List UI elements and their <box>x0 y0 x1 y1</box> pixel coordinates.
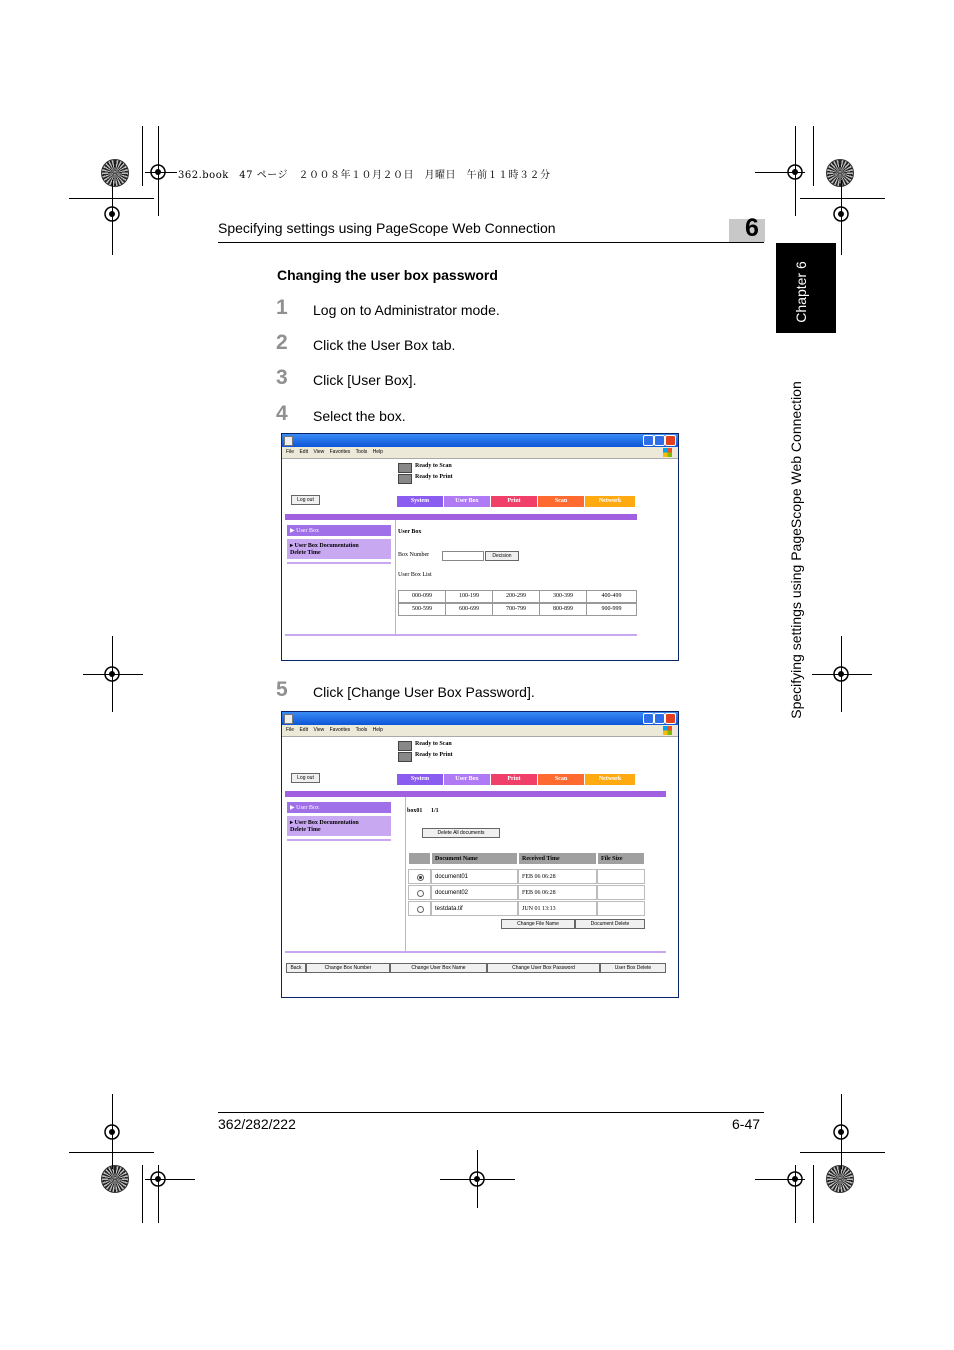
range-link[interactable]: 400-499 <box>586 590 637 603</box>
chapter-side-tab-label: Chapter 6 <box>793 261 809 323</box>
menu-view[interactable]: View <box>313 727 325 733</box>
crosshair-icon <box>830 203 852 225</box>
menu-help[interactable]: Help <box>372 449 383 455</box>
running-head: Specifying settings using PageScope Web Connection <box>218 220 556 236</box>
footer-divider <box>285 951 666 953</box>
logout-button[interactable]: Log out <box>291 773 320 783</box>
maximize-icon[interactable] <box>654 713 665 724</box>
logout-button[interactable]: Log out <box>291 495 320 505</box>
range-link[interactable]: 000-099 <box>398 590 446 603</box>
change-box-number-button[interactable]: Change Box Number <box>306 963 390 973</box>
box-number-label: Box Number <box>398 552 430 558</box>
menu-edit[interactable]: Edit <box>299 727 309 733</box>
status-print: Ready to Print <box>415 474 453 480</box>
range-link[interactable]: 100-199 <box>445 590 493 603</box>
range-link[interactable]: 300-399 <box>539 590 587 603</box>
side-menu-user-box-label: ▶ User Box <box>290 528 319 534</box>
received-time: FEB 06 06:28 <box>518 885 597 900</box>
column-file-size: File Size <box>597 852 645 865</box>
step-number: 2 <box>276 331 288 354</box>
step-number: 5 <box>276 678 288 701</box>
side-menu-documentation-label: ▸ User Box Documentation <box>290 543 359 549</box>
menu-view[interactable]: View <box>313 449 325 455</box>
crosshair-icon <box>101 1121 123 1143</box>
document-name: document01 <box>431 869 518 884</box>
scanner-icon <box>398 463 412 473</box>
page-indicator: 1/1 <box>431 808 439 814</box>
box-number-input[interactable] <box>442 551 484 561</box>
crosshair-icon <box>784 161 806 183</box>
menu-bar <box>282 725 678 737</box>
browser-icon <box>284 436 293 446</box>
step-text: Click [Change User Box Password]. <box>313 684 535 700</box>
side-menu-user-box-label: ▶ User Box <box>290 805 319 811</box>
tab-scan[interactable]: Scan <box>538 774 584 785</box>
change-file-name-button[interactable]: Change File Name <box>501 919 575 929</box>
registration-disc-icon <box>101 159 129 187</box>
row-select-cell <box>408 901 431 916</box>
user-box-heading: User Box <box>398 529 422 535</box>
browser-window-user-box-list <box>281 433 679 661</box>
status-print: Ready to Print <box>415 752 453 758</box>
tab-print[interactable]: Print <box>491 774 537 785</box>
header-divider <box>285 514 637 520</box>
crosshair-icon <box>830 663 852 685</box>
user-box-list-label: User Box List <box>398 572 432 578</box>
step-text: Log on to Administrator mode. <box>313 302 500 318</box>
side-item-text: User Box Documentation <box>294 820 359 826</box>
row-select-cell <box>408 869 431 884</box>
menu-favorites[interactable]: Favorites <box>329 727 351 733</box>
menu-favorites[interactable]: Favorites <box>329 449 351 455</box>
menu-tools[interactable]: Tools <box>355 727 368 733</box>
side-title-wrap <box>786 350 806 750</box>
menu-help[interactable]: Help <box>372 727 383 733</box>
footer-page-number: 6-47 <box>732 1116 761 1132</box>
change-user-box-password-button[interactable]: Change User Box Password <box>487 963 600 973</box>
document-name: testdata.tif <box>431 901 518 916</box>
footer-divider <box>285 634 637 636</box>
tab-scan[interactable]: Scan <box>538 496 584 507</box>
side-divider <box>287 562 391 564</box>
file-size <box>597 885 645 900</box>
chapter-side-tab-label-wrap <box>790 256 812 328</box>
delete-all-documents-button[interactable]: Delete All documents <box>422 828 500 838</box>
range-link[interactable]: 900-999 <box>586 603 637 616</box>
range-link[interactable]: 200-299 <box>492 590 540 603</box>
window-titlebar <box>282 434 678 447</box>
step-text: Click [User Box]. <box>313 372 417 388</box>
crosshair-icon <box>784 1168 806 1190</box>
status-scan: Ready to Scan <box>415 463 452 469</box>
tab-print[interactable]: Print <box>491 496 537 507</box>
decision-button[interactable]: Decision <box>485 551 519 561</box>
column-document-name: Document Name <box>431 852 518 865</box>
row-radio-button[interactable] <box>417 906 424 913</box>
document-delete-button[interactable]: Document Delete <box>575 919 645 929</box>
close-icon[interactable] <box>665 435 676 446</box>
registration-disc-icon <box>101 1165 129 1193</box>
select-column-header <box>408 852 431 865</box>
back-button[interactable]: Back <box>286 963 306 973</box>
crosshair-icon <box>101 203 123 225</box>
range-link[interactable]: 500-599 <box>398 603 446 616</box>
side-menu-documentation-label: ▸ User Box Documentation <box>290 820 359 826</box>
crosshair-icon <box>147 161 169 183</box>
row-radio-button[interactable] <box>417 890 424 897</box>
close-icon[interactable] <box>665 713 676 724</box>
tab-network[interactable]: Network <box>585 774 635 785</box>
side-divider <box>287 839 391 841</box>
step-number: 3 <box>276 366 288 389</box>
tab-user-box[interactable]: User Box <box>444 496 490 507</box>
status-scan: Ready to Scan <box>415 741 452 747</box>
browser-window-box-documents <box>281 711 679 998</box>
user-box-delete-button[interactable]: User Box Delete <box>600 963 666 973</box>
step-text: Click the User Box tab. <box>313 337 456 353</box>
received-time: JUN 01 13:13 <box>518 901 597 916</box>
content-divider <box>395 520 396 634</box>
maximize-icon[interactable] <box>654 435 665 446</box>
scanner-icon <box>398 741 412 751</box>
row-radio-button[interactable] <box>417 874 424 881</box>
side-menu-delete-time[interactable]: Delete Time <box>290 550 321 556</box>
crosshair-icon <box>101 663 123 685</box>
crosshair-icon <box>466 1168 488 1190</box>
file-size <box>597 869 645 884</box>
print-header: 362.book 47 ページ ２００８年１０月２０日 月曜日 午前１１時３２分 <box>178 170 551 181</box>
menu-file[interactable]: File <box>286 449 295 455</box>
side-title: Specifying settings using PageScope Web Connection <box>788 381 804 719</box>
printer-icon <box>398 752 412 762</box>
section-title: Changing the user box password <box>277 267 498 283</box>
received-time: FEB 06 06:28 <box>518 869 597 884</box>
box-title: box01 <box>407 808 423 814</box>
window-titlebar <box>282 712 678 725</box>
file-size <box>597 901 645 916</box>
step-number: 4 <box>276 402 288 425</box>
menu-bar <box>282 447 678 459</box>
crosshair-icon <box>830 1121 852 1143</box>
row-select-cell <box>408 885 431 900</box>
minimize-icon[interactable] <box>643 435 654 446</box>
registration-disc-icon <box>826 1165 854 1193</box>
menu-edit[interactable]: Edit <box>299 449 309 455</box>
step-text: Select the box. <box>313 408 406 424</box>
step-number: 1 <box>276 296 288 319</box>
tab-network[interactable]: Network <box>585 496 635 507</box>
windows-logo-icon <box>663 726 672 735</box>
minimize-icon[interactable] <box>643 713 654 724</box>
side-item-text: User Box <box>296 528 319 534</box>
content-divider <box>405 797 406 952</box>
column-received-time: Received Time <box>518 852 597 865</box>
document-name: document02 <box>431 885 518 900</box>
side-item-text: User Box Documentation <box>294 543 359 549</box>
change-user-box-name-button[interactable]: Change User Box Name <box>390 963 487 973</box>
header-rule <box>218 242 764 243</box>
side-item-text: User Box <box>296 805 319 811</box>
footer-rule <box>218 1112 764 1113</box>
side-menu-delete-time[interactable]: Delete Time <box>290 827 321 833</box>
registration-disc-icon <box>826 159 854 187</box>
crosshair-icon <box>147 1168 169 1190</box>
windows-logo-icon <box>663 448 672 457</box>
tab-system[interactable]: System <box>397 496 443 507</box>
header-divider <box>285 791 666 797</box>
printer-icon <box>398 474 412 484</box>
tab-user-box[interactable]: User Box <box>444 774 490 785</box>
menu-tools[interactable]: Tools <box>355 449 368 455</box>
chapter-number: 6 <box>745 214 759 242</box>
range-link[interactable]: 700-799 <box>492 603 540 616</box>
browser-icon <box>284 714 293 724</box>
tab-system[interactable]: System <box>397 774 443 785</box>
range-link[interactable]: 600-699 <box>445 603 493 616</box>
footer-model: 362/282/222 <box>218 1116 296 1132</box>
range-link[interactable]: 800-899 <box>539 603 587 616</box>
menu-file[interactable]: File <box>286 727 295 733</box>
